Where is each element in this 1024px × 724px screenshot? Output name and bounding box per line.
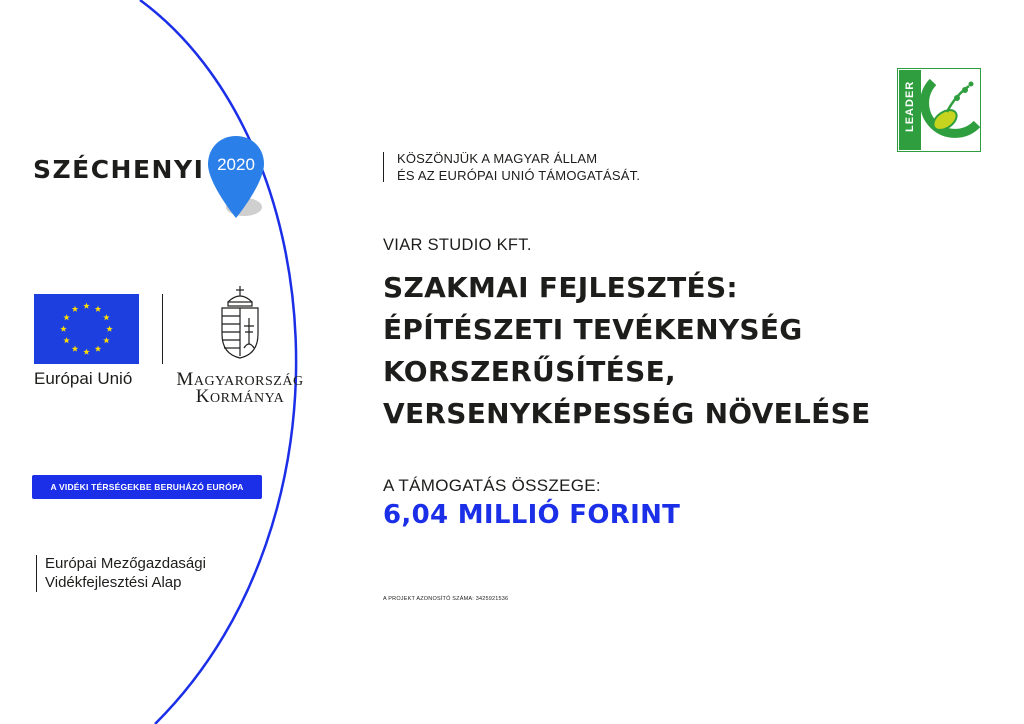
hungarian-crest-icon bbox=[214, 282, 266, 362]
eu-star-icon bbox=[72, 306, 78, 312]
map-pin-icon bbox=[204, 134, 268, 220]
project-id: A PROJEKT AZONOSÍTÓ SZÁMA: 3425921536 bbox=[383, 596, 509, 602]
project-title-line: ÉPÍTÉSZETI TEVÉKENYSÉG bbox=[383, 313, 803, 346]
leader-logo-icon bbox=[897, 68, 981, 152]
eu-star-icon bbox=[63, 314, 69, 320]
thanks-line2: ÉS AZ EURÓPAI UNIÓ TÁMOGATÁSÁT. bbox=[397, 168, 641, 183]
thanks-line1: KÖSZÖNJÜK A MAGYAR ÁLLAM bbox=[397, 151, 598, 166]
fund-divider bbox=[36, 555, 37, 592]
fund-name-line2: Vidékfejlesztési Alap bbox=[45, 574, 182, 591]
leader-text: LEADER bbox=[904, 80, 916, 132]
logo-divider bbox=[162, 294, 163, 364]
company-name: VIAR STUDIO KFT. bbox=[383, 236, 532, 254]
government-name-line2: KORMÁNYA bbox=[195, 386, 285, 407]
government-name-line1: MAGYARORSZÁG bbox=[176, 369, 304, 390]
thanks-divider bbox=[383, 152, 384, 182]
project-title-line: KORSZERŰSÍTÉSE, bbox=[383, 355, 676, 388]
eu-star-icon bbox=[83, 349, 89, 355]
eu-star-icon bbox=[95, 306, 101, 312]
project-title-line: VERSENYKÉPESSÉG NÖVELÉSE bbox=[383, 397, 871, 430]
eu-flag-icon bbox=[34, 294, 139, 364]
szechenyi-year: 2020 bbox=[217, 155, 255, 174]
rural-europe-badge: A VIDÉKI TÉRSÉGEKBE BERUHÁZÓ EURÓPA bbox=[32, 475, 262, 499]
eu-label: Európai Unió bbox=[34, 369, 133, 388]
eu-star-icon bbox=[72, 346, 78, 352]
funding-amount-value: 6,04 MILLIÓ FORINT bbox=[383, 500, 681, 530]
project-title-line: SZAKMAI FEJLESZTÉS: bbox=[383, 271, 738, 304]
fund-name-line1: Európai Mezőgazdasági bbox=[45, 555, 206, 572]
eu-star-icon bbox=[95, 346, 101, 352]
funding-amount-label: A TÁMOGATÁS ÖSSZEGE: bbox=[383, 476, 601, 495]
eu-star-icon bbox=[106, 326, 112, 332]
eu-star-icon bbox=[63, 337, 69, 343]
eu-star-icon bbox=[103, 337, 109, 343]
eu-star-icon bbox=[60, 326, 66, 332]
szechenyi-logo-text: SZÉCHENYI bbox=[33, 155, 205, 184]
eu-star-icon bbox=[83, 303, 89, 309]
eu-star-icon bbox=[103, 314, 109, 320]
